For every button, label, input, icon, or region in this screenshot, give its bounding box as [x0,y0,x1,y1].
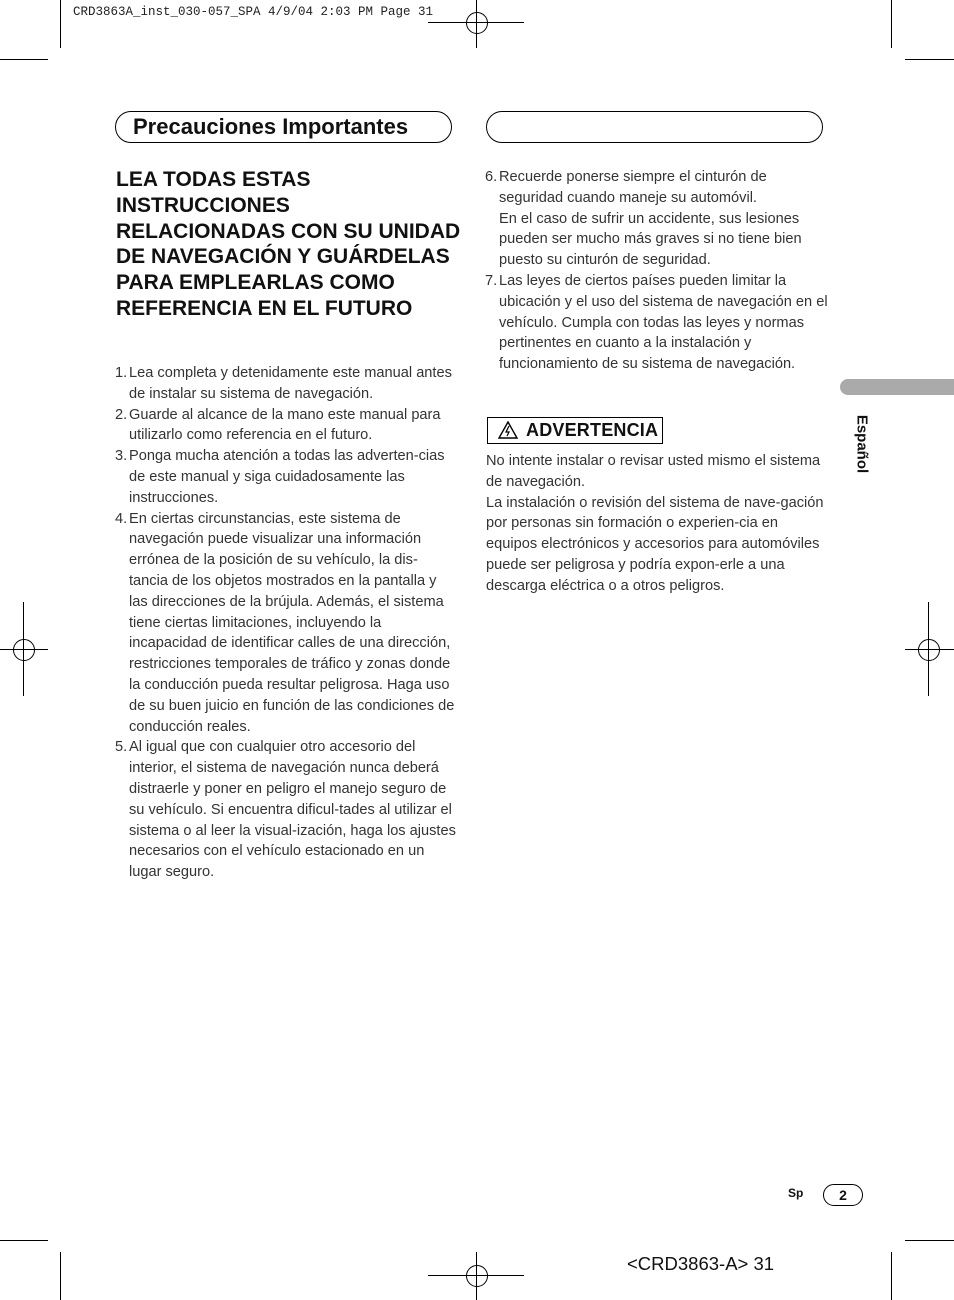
crop-mark [891,0,892,48]
list-item [116,405,456,447]
crop-mark [0,1240,48,1241]
left-column [116,363,456,883]
empty-title-pill [486,111,823,143]
crop-mark [905,1240,954,1241]
item-number: 5. [115,739,128,756]
item-number: 2. [115,406,128,423]
list-item [116,446,456,508]
item-number: 4. [115,510,128,527]
item-text: Guarde al alcance de la mano este manual para utilizarlo como referencia en el futuro. [129,406,441,444]
item-text: Lea completa y detenidamente este manual antes de instalar su sistema de navegación. [129,365,452,402]
list-item [486,271,828,375]
item-number: 1. [115,365,128,381]
instruction-list [486,167,828,375]
item-text: Al igual que con cualquier otro accesorio del interior, el sistema de navegación nunca deberá distraerle y poner en peligro el manejo seguro de su vehículo. Si encuentra dificul-tades al utilizar el sistema o al leer la visual-ización, haga los ajustes necesarios con el vehículo estacionado en un lugar seguro. [129,739,456,881]
section-title-pill [115,111,452,143]
warning-text [486,451,826,597]
warning-paragraph: No intente instalar o revisar usted mismo el sistema de navegación. [486,453,821,490]
warning-paragraph: La instalación o revisión del sistema de nave-gación por personas sin formación o experien-cia en equipos electrónicos y accesorios para automóviles puede ser peligrosa y podría expon-erle a una descarga eléctrica o a otros peligros. [486,494,824,594]
registration-circle [466,12,488,34]
footer-code: <CRD3863-A> 31 [627,1253,775,1274]
item-text: En ciertas circunstancias, este sistema de navegación puede visualizar una información errónea de la posición de su vehículo, la dis-tancia de los objetos mostrados en la pantalla y las direcciones de la brújula. Además, el sistema tiene ciertas limitaciones, incluyendo la incapacidad de identificar calles de una dirección, restricciones temporales de tráfico y zonas donde la conducción pueda resultar peligrosa. Haga uso de su buen juicio en función de las condiciones de conducción reales. [129,510,455,735]
main-heading: LEA TODAS ESTAS INSTRUCCIONES RELACIONADAS CON SU UNIDAD DE NAVEGACIÓN Y GUÁRDELAS PARA EMPLEARLAS COMO REFERENCIA EN EL FUTURO [116,168,461,320]
crop-mark [60,0,61,48]
page-lang-code: Sp [788,1186,804,1200]
language-tab-label: Español [853,414,871,474]
crop-mark [60,1252,61,1300]
item-number: 6. [485,169,498,185]
list-item [116,737,456,883]
crop-mark [905,59,954,60]
item-text: Las leyes de ciertos países pueden limitar la ubicación y el uso del sistema de navegación en el vehículo. Cumpla con todas las leyes y normas pertinentes en cuanto a la instalación y funcionamiento de su sistema de navegación. [499,272,828,373]
item-text: Ponga mucha atención a todas las adverten-cias de este manual y siga cuidadosamente las instrucciones. [129,448,445,506]
registration-circle [466,1265,488,1287]
instruction-list [116,363,456,883]
item-text: En el caso de sufrir un accidente, sus lesiones pueden ser mucho más graves si no tiene bien puesto su cinturón de seguridad. [499,210,802,269]
section-title: Precauciones Importantes [133,114,409,139]
list-item [486,167,828,271]
item-number: 3. [115,448,128,465]
item-number: 7. [485,272,498,289]
warning-triangle-icon [498,421,518,439]
slug-line: CRD3863A_inst_030-057_SPA 4/9/04 2:03 PM Page 31 [73,5,434,19]
list-item [116,509,456,738]
crop-mark [891,1252,892,1300]
registration-circle [918,639,940,661]
language-tab-bar [840,379,954,395]
warning-label: ADVERTENCIA [526,420,659,440]
warning-box [487,417,663,444]
registration-circle [13,639,35,661]
right-column [486,167,828,375]
item-text: Recuerde ponerse siempre el cinturón de seguridad cuando maneje su automóvil. [499,169,767,206]
list-item [116,363,456,405]
page-number: 2 [823,1184,863,1206]
crop-mark [0,59,48,60]
